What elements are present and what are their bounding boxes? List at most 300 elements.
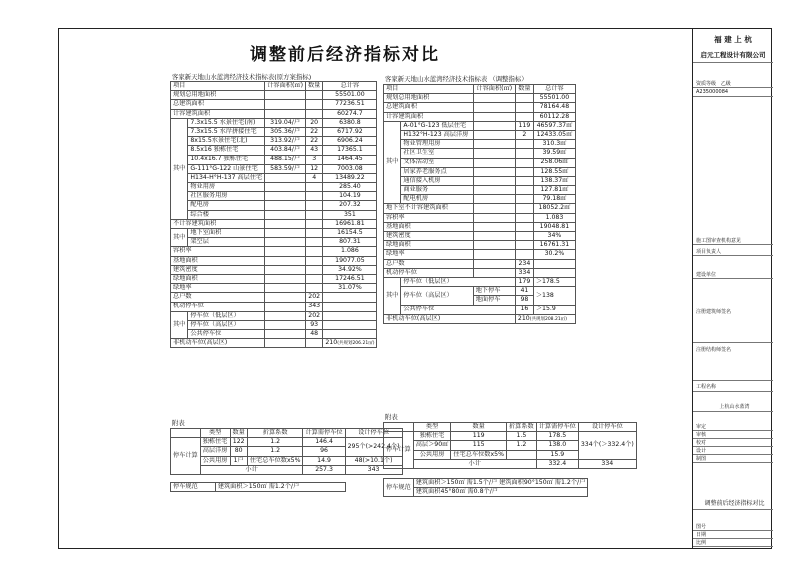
table-row: [171, 210, 377, 219]
table-cell: [515, 250, 533, 259]
table-cell: ＞178.5: [533, 277, 575, 286]
right-table-caption: 客家新天地山水蓝湾经济技术指标表 （调整指标）: [385, 75, 528, 83]
table-cell: [265, 256, 306, 265]
sign-row: 校对: [693, 439, 773, 447]
table-cell: 257.3: [303, 465, 345, 474]
table-cell: 334个(＞332.4个): [578, 432, 636, 460]
table-cell: [265, 100, 306, 109]
table-cell: 文体活动室: [401, 158, 473, 167]
table-row: [171, 483, 346, 492]
table-row: [384, 305, 576, 314]
table-row: [384, 94, 576, 103]
table-cell: 78164.48: [533, 103, 575, 112]
table-cell: [265, 210, 306, 219]
table-cell: 488.15/户: [265, 155, 306, 164]
table-cell: [515, 140, 533, 149]
table-cell: [306, 284, 323, 293]
table-cell: 115: [451, 441, 507, 450]
header-cell: 计容面积(㎡): [473, 85, 515, 94]
table-cell: 容积率: [171, 247, 265, 256]
project-lead-label: 项目负责人: [693, 248, 773, 256]
group-label: 其中: [171, 118, 188, 219]
table-cell: [515, 232, 533, 241]
table-row: [384, 314, 576, 323]
table-cell: 地下停车: [473, 287, 515, 296]
table-cell: 313.92/户: [265, 137, 306, 146]
header-cell: 设计停车位: [578, 423, 636, 432]
table-cell: 社区卫生室: [401, 149, 473, 158]
table-row: [384, 121, 576, 130]
header-cell: 总计容: [533, 85, 575, 94]
table-cell: 17365.1: [323, 146, 377, 155]
project-name: 上杭山水蓝湾: [693, 403, 773, 412]
table-cell: 138.0: [536, 441, 578, 450]
table-cell: [473, 259, 515, 268]
table-row: [171, 256, 377, 265]
table-cell: 34%: [533, 232, 575, 241]
table-cell: [473, 130, 515, 139]
table-cell: 建筑面积＞150㎡ 需1.2个/户: [215, 483, 345, 492]
table-cell: 128.55㎡: [533, 167, 575, 176]
table-cell: [473, 140, 515, 149]
table-cell: 332.4: [536, 459, 578, 468]
table-cell: 14.9: [303, 456, 345, 465]
table-row: [384, 167, 576, 176]
table-cell: 物业用房: [188, 183, 265, 192]
table-cell: [306, 210, 323, 219]
table-cell: 179: [515, 277, 533, 286]
footer-row: 比例: [693, 539, 773, 547]
table-cell: 架空层: [188, 238, 265, 247]
table-cell: 独栋住宅: [413, 432, 451, 441]
table-cell: 建筑面积45°80㎡ 需0.8个/户: [413, 488, 588, 497]
project-name-label: 工程名称: [693, 383, 773, 392]
table-cell: 583.59/户: [265, 164, 306, 173]
table-cell: [323, 293, 377, 302]
table-cell: 住宅总车位数x5%: [247, 456, 303, 465]
table-cell: 规划总用地面积: [384, 94, 474, 103]
table-cell: 30.2%: [533, 250, 575, 259]
table-cell: [515, 241, 533, 250]
table-cell: [473, 195, 515, 204]
table-cell: G-111°G-122 山景住宅: [188, 164, 265, 173]
table-cell: [533, 259, 575, 268]
table-cell: 公共用房: [200, 456, 230, 465]
table-cell: [265, 192, 306, 201]
group-label: 其中: [171, 229, 188, 247]
table-row: [384, 195, 576, 204]
table-cell: 34.92%: [323, 265, 377, 274]
title-block: [692, 28, 772, 549]
rule-label: 停车规范: [384, 479, 414, 497]
table-cell: 12: [306, 164, 323, 173]
table-cell: 不计容建筑面积: [171, 219, 265, 228]
table-cell: [506, 450, 536, 459]
table-cell: 207.32: [323, 201, 377, 210]
left-appendix-title: 附表: [172, 419, 185, 427]
left-rule-table: [170, 482, 346, 492]
table-cell: 10.4x16.7 独栋住宅: [188, 155, 265, 164]
table-row: [384, 232, 576, 241]
table-cell: 社区服务用房: [188, 192, 265, 201]
table-cell: 总户数: [171, 293, 265, 302]
table-cell: [515, 186, 533, 195]
table-row: [171, 339, 377, 348]
table-cell: 1.083: [533, 213, 575, 222]
table-cell: 55501.00: [533, 94, 575, 103]
table-cell: 80: [230, 447, 247, 456]
table-row: [171, 82, 377, 91]
table-cell: [265, 293, 306, 302]
table-row: [171, 284, 377, 293]
table-cell: [306, 274, 323, 283]
sign-row: 设计: [693, 447, 773, 455]
table-row: [384, 222, 576, 231]
table-cell: 机动停车位: [171, 302, 265, 311]
table-row: [171, 293, 377, 302]
table-cell: 公共用房: [413, 450, 451, 459]
bike-cell: 210(共规划208.21㎡): [515, 314, 575, 323]
left-indicator-table: [170, 81, 377, 348]
table-row: [171, 265, 377, 274]
table-row: [384, 277, 576, 286]
table-cell: [265, 274, 306, 283]
table-cell: 104.19: [323, 192, 377, 201]
footer-row: 日期: [693, 531, 773, 539]
table-cell: 15.9: [536, 450, 578, 459]
architect-sign-label: 注册建筑师签名: [693, 308, 773, 343]
table-row: [384, 213, 576, 222]
table-row: [384, 103, 576, 112]
header-cell: 数量: [515, 85, 533, 94]
table-row: [171, 320, 377, 329]
table-cell: 总建筑面积: [171, 100, 265, 109]
table-cell: 295个(>242.4个): [345, 438, 402, 456]
right-parking-table: [383, 422, 637, 469]
header-cell: 设计停车位: [345, 429, 402, 438]
table-cell: 305.36/户: [265, 127, 306, 136]
table-cell: [265, 91, 306, 100]
table-cell: 319.04/户: [265, 118, 306, 127]
table-row: [384, 287, 576, 296]
table-cell: 4: [306, 173, 323, 182]
titleblock-footer: [693, 523, 773, 547]
table-cell: 公共停车位: [188, 330, 265, 339]
table-row: [171, 429, 403, 438]
header-cell: 数量: [306, 82, 323, 91]
table-cell: [515, 204, 533, 213]
table-cell: 商业服务: [401, 186, 473, 195]
table-row: [384, 488, 588, 497]
table-cell: 48: [306, 330, 323, 339]
table-cell: [265, 183, 306, 192]
table-cell: [306, 238, 323, 247]
table-cell: 配电机房: [401, 195, 473, 204]
header-cell: 折算系数: [506, 423, 536, 432]
group-label: 其中: [384, 121, 401, 204]
table-cell: [306, 229, 323, 238]
table-cell: [265, 238, 306, 247]
table-cell: 综合楼: [188, 210, 265, 219]
table-cell: [306, 256, 323, 265]
cert-row: 资质等级 乙级: [693, 80, 773, 88]
table-cell: [515, 94, 533, 103]
table-cell: 138.37㎡: [533, 176, 575, 185]
table-cell: 小计: [200, 465, 303, 474]
table-cell: [265, 173, 306, 182]
table-cell: 16761.31: [533, 241, 575, 250]
table-cell: 7003.08: [323, 164, 377, 173]
table-cell: 122: [230, 438, 247, 447]
table-cell: [515, 158, 533, 167]
table-cell: [306, 201, 323, 210]
table-cell: 22: [306, 137, 323, 146]
sign-row: 制图: [693, 455, 773, 463]
table-row: [384, 204, 576, 213]
table-row: [171, 438, 403, 447]
table-cell: 2: [515, 130, 533, 139]
group-label: 停车计算: [384, 432, 414, 469]
table-cell: 55501.00: [323, 91, 377, 100]
table-row: [171, 219, 377, 228]
header-cell: 折算系数: [247, 429, 303, 438]
table-cell: [265, 247, 306, 256]
table-cell: 7.3x15.5 水岸拼接住宅: [188, 127, 265, 136]
header-cell: 类型: [200, 429, 230, 438]
table-cell: 地下室不计容建筑面积: [384, 204, 474, 213]
table-cell: [265, 229, 306, 238]
table-cell: 8x15.5水景住宅(北): [188, 137, 265, 146]
table-cell: 39.59㎡: [533, 149, 575, 158]
table-row: [171, 247, 377, 256]
table-cell: 343: [306, 302, 323, 311]
table-row: [384, 432, 637, 441]
table-cell: 258.06㎡: [533, 158, 575, 167]
table-row: [171, 118, 377, 127]
table-cell: [473, 167, 515, 176]
table-cell: 基地面积: [171, 256, 265, 265]
table-cell: H134-H°H-137 高层住宅: [188, 173, 265, 182]
table-cell: 机动停车位: [384, 268, 474, 277]
table-row: [384, 140, 576, 149]
table-cell: 总建筑面积: [384, 103, 474, 112]
table-cell: 16: [515, 305, 533, 314]
table-cell: [533, 268, 575, 277]
table-cell: 41: [515, 287, 533, 296]
table-row: [384, 112, 576, 121]
table-cell: [323, 320, 377, 329]
table-cell: 334: [578, 459, 636, 468]
table-cell: 79.18㎡: [533, 195, 575, 204]
table-cell: 60112.28: [533, 112, 575, 121]
table-cell: 46597.37㎡: [533, 121, 575, 130]
table-cell: [473, 232, 515, 241]
structural-sign-label: 注册结构师签名: [693, 346, 773, 381]
table-cell: 停车位（高层区）: [401, 287, 473, 305]
table-row: [384, 250, 576, 259]
table-row: [384, 158, 576, 167]
table-cell: [473, 250, 515, 259]
table-cell: 6717.92: [323, 127, 377, 136]
right-appendix-title: 附表: [385, 413, 398, 421]
table-row: [384, 268, 576, 277]
table-cell: 地面停车: [473, 296, 515, 305]
table-row: [171, 109, 377, 118]
table-row: [384, 85, 576, 94]
table-cell: 93: [306, 320, 323, 329]
firm-name-line2: 启元工程设计有限公司: [700, 51, 766, 59]
table-cell: 146.4: [303, 438, 345, 447]
table-cell: 19048.81: [533, 222, 575, 231]
table-cell: [306, 247, 323, 256]
header-cell: 数量: [230, 429, 247, 438]
table-cell: 绿地率: [384, 250, 474, 259]
table-row: [171, 173, 377, 182]
table-cell: 119: [451, 432, 507, 441]
table-row: [171, 238, 377, 247]
table-row: [384, 176, 576, 185]
table-cell: 403.84/户: [265, 146, 306, 155]
rule-label: 停车规范: [171, 483, 216, 492]
table-cell: 非机动车位(高层区): [171, 339, 265, 348]
table-cell: [473, 121, 515, 130]
table-cell: 3: [306, 155, 323, 164]
bike-cell: 210(共规划206.21㎡): [323, 339, 377, 348]
table-cell: 1户: [230, 456, 247, 465]
table-cell: [473, 103, 515, 112]
table-cell: 停车位（高层区）: [188, 320, 265, 329]
table-cell: 12433.05㎡: [533, 130, 575, 139]
table-cell: [473, 204, 515, 213]
table-row: [384, 186, 576, 195]
table-cell: 6906.24: [323, 137, 377, 146]
table-cell: 小计: [413, 459, 536, 468]
right-indicator-table: [383, 84, 576, 324]
table-cell: 43: [306, 146, 323, 155]
table-cell: 高层洋房: [200, 447, 230, 456]
table-cell: [473, 158, 515, 167]
table-cell: [473, 213, 515, 222]
table-cell: 202: [306, 311, 323, 320]
table-cell: [473, 176, 515, 185]
header-cell: 类型: [413, 423, 451, 432]
table-cell: ＞15.9: [533, 305, 575, 314]
footer-row: 图号: [693, 523, 773, 531]
table-cell: [515, 103, 533, 112]
table-cell: 48(>10.1个): [345, 456, 402, 465]
client-label: 建设单位: [693, 271, 773, 279]
table-row: [171, 229, 377, 238]
table-row: [171, 192, 377, 201]
table-cell: 1.086: [323, 247, 377, 256]
table-row: [384, 149, 576, 158]
group-label: 其中: [171, 311, 188, 339]
table-cell: [473, 222, 515, 231]
table-cell: 停车位（低层区）: [401, 277, 516, 286]
table-cell: [306, 183, 323, 192]
table-cell: 住宅总车位数x5%: [451, 450, 507, 459]
table-cell: 物业管理用房: [401, 140, 473, 149]
table-cell: [265, 109, 306, 118]
table-cell: 建筑面积＞150㎡ 需1.5个/户 建筑面积90°150㎡ 需1.2个/户: [413, 479, 588, 488]
table-cell: 343: [345, 465, 402, 474]
table-cell: 20: [306, 118, 323, 127]
table-cell: [306, 265, 323, 274]
table-cell: 807.31: [323, 238, 377, 247]
table-cell: 334: [515, 268, 533, 277]
page-title: 调整前后经济指标对比: [250, 45, 440, 65]
table-cell: 285.40: [323, 183, 377, 192]
header-cell: 总计容: [323, 82, 377, 91]
left-parking-table: [170, 428, 403, 475]
table-cell: [265, 311, 306, 320]
group-label: 其中: [384, 277, 401, 314]
table-cell: 178.5: [536, 432, 578, 441]
table-cell: 22: [306, 127, 323, 136]
table-cell: 绿地面积: [384, 241, 474, 250]
table-cell: [473, 149, 515, 158]
table-cell: 1.5: [506, 432, 536, 441]
table-cell: 13489.22: [323, 173, 377, 182]
table-cell: [265, 339, 306, 348]
table-row: [384, 423, 637, 432]
table-cell: 容积率: [384, 213, 474, 222]
table-cell: [171, 429, 201, 438]
table-cell: [306, 192, 323, 201]
table-cell: 计容建筑面积: [171, 109, 265, 118]
table-cell: [306, 219, 323, 228]
table-cell: 居家养老服务点: [401, 167, 473, 176]
table-row: [384, 241, 576, 250]
table-cell: 127.81㎡: [533, 186, 575, 195]
table-cell: 60274.7: [323, 109, 377, 118]
cert-number: A235000084: [693, 89, 773, 97]
table-cell: [515, 149, 533, 158]
table-cell: [515, 167, 533, 176]
table-cell: 高层＞90㎡: [413, 441, 451, 450]
header-cell: 项目: [171, 82, 265, 91]
header-cell: 计容面积(㎡): [265, 82, 306, 91]
table-cell: [306, 91, 323, 100]
table-cell: [265, 265, 306, 274]
table-cell: [306, 100, 323, 109]
table-cell: 31.07%: [323, 284, 377, 293]
table-row: [171, 164, 377, 173]
table-cell: 建筑密度: [171, 265, 265, 274]
table-cell: 77236.51: [323, 100, 377, 109]
table-cell: 16154.5: [323, 229, 377, 238]
table-cell: A-01°G-123 低层住宅: [401, 121, 473, 130]
table-cell: [306, 339, 323, 348]
table-cell: [265, 320, 306, 329]
sign-rows: [693, 423, 773, 463]
table-cell: 计容建筑面积: [384, 112, 474, 121]
review-opinion-label: 施工图审查机构意见: [693, 237, 773, 245]
table-cell: 非机动车位(高层区): [384, 314, 516, 323]
sign-row: 审定: [693, 423, 773, 431]
table-row: [384, 259, 576, 268]
table-cell: 18052.2㎡: [533, 204, 575, 213]
firm-name-line1: 福 建 上 杭: [714, 35, 752, 44]
table-cell: [306, 109, 323, 118]
header-cell: 项目: [384, 85, 474, 94]
table-row: [171, 127, 377, 136]
header-cell: 数量: [451, 423, 507, 432]
table-cell: [515, 176, 533, 185]
table-row: [171, 91, 377, 100]
header-cell: 计算需停车位: [303, 429, 345, 438]
table-cell: 独栋住宅: [200, 438, 230, 447]
